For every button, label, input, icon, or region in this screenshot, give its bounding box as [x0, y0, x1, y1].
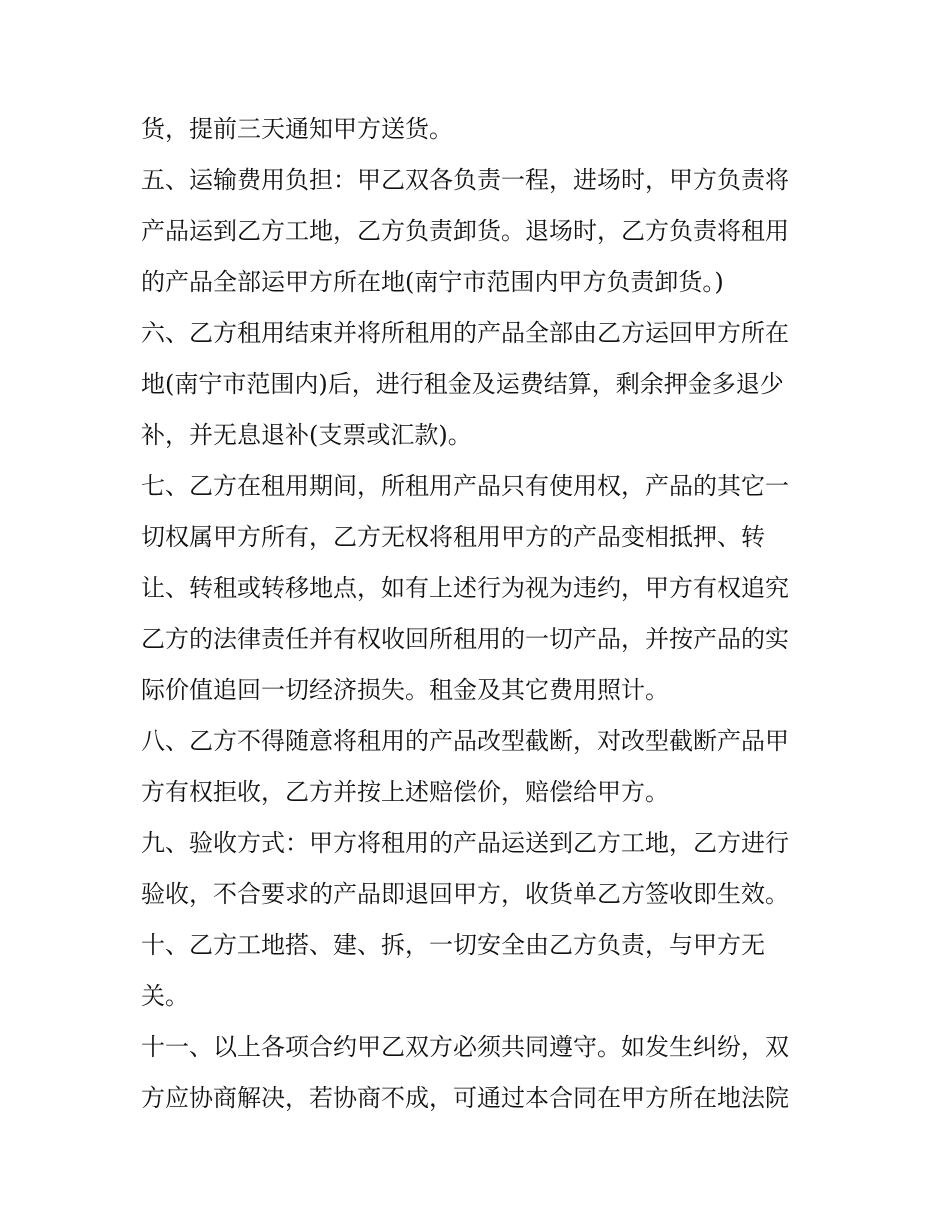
text-line: 补，并无息退补(支票或汇款)。 [141, 421, 472, 449]
text-line: 十、乙方工地搭、建、拆，一切安全由乙方负责，与甲方无 [141, 931, 765, 959]
text-line: 方应协商解决，若协商不成，可通过本合同在甲方所在地法院 [141, 1084, 789, 1112]
text-line: 方有权拒收，乙方并按上述赔偿价，赔偿给甲方。 [141, 778, 669, 806]
text-line: 五、运输费用负担：甲乙双各负责一程，进场时，甲方负责将 [141, 166, 789, 194]
text-line: 六、乙方租用结束并将所租用的产品全部由乙方运回甲方所在 [141, 319, 789, 347]
text-line: 关。 [141, 982, 189, 1010]
text-line: 八、乙方不得随意将租用的产品改型截断，对改型截断产品甲 [141, 727, 789, 755]
text-line: 验收，不合要求的产品即退回甲方，收货单乙方签收即生效。 [141, 880, 789, 908]
text-line: 切权属甲方所有，乙方无权将租用甲方的产品变相抵押、转 [141, 523, 765, 551]
text-line: 际价值追回一切经济损失。租金及其它费用照计。 [141, 676, 669, 704]
text-line: 地(南宁市范围内)后，进行租金及运费结算，剩余押金多退少 [141, 370, 784, 398]
text-line: 货，提前三天通知甲方送货。 [141, 115, 453, 143]
text-line: 十一、以上各项合约甲乙双方必须共同遵守。如发生纠纷，双 [141, 1033, 789, 1061]
text-line: 七、乙方在租用期间，所租用产品只有使用权，产品的其它一 [141, 472, 789, 500]
text-line: 让、转租或转移地点，如有上述行为视为违约，甲方有权追究 [141, 574, 789, 602]
text-line: 产品运到乙方工地，乙方负责卸货。退场时，乙方负责将租用 [141, 217, 789, 245]
text-line: 乙方的法律责任并有权收回所租用的一切产品，并按产品的实 [141, 625, 789, 653]
text-line: 的产品全部运甲方所在地(南宁市范围内甲方负责卸货。) [141, 268, 724, 296]
contract-text-body [141, 104, 821, 1124]
text-line: 九、验收方式：甲方将租用的产品运送到乙方工地，乙方进行 [141, 829, 789, 857]
